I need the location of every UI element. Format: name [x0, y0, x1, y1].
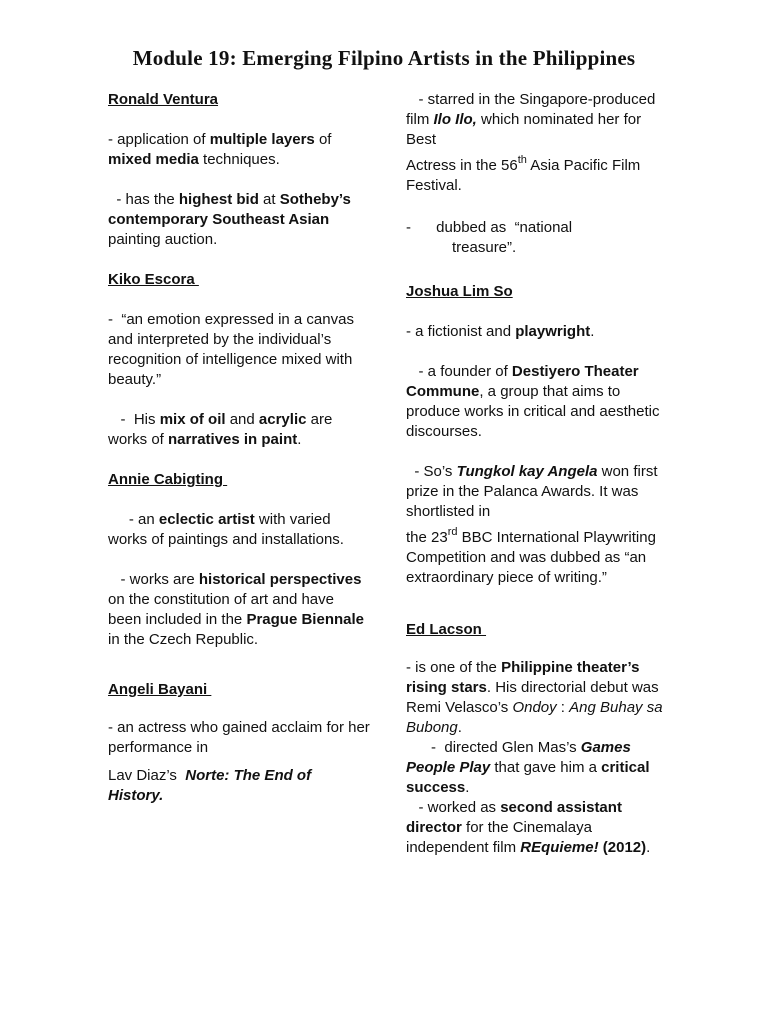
film-title: REquieme!: [520, 839, 599, 856]
text: .: [297, 431, 302, 448]
escora-paragraph-2: [108, 410, 370, 450]
superscript: th: [517, 154, 527, 166]
text: painting auction.: [108, 211, 334, 248]
text: - worked as: [406, 799, 501, 816]
film-title: Ondoy: [512, 699, 557, 716]
text: - application of: [108, 131, 210, 148]
text: won first prize in the Palanca Awards. It was shortlisted in: [406, 463, 662, 520]
text: BBC International Playwriting Competition and was dubbed as “an extraordinary piece of writing.”: [406, 529, 661, 586]
so-paragraph-3: [406, 462, 668, 588]
page-title: Module 19: Emerging Filpino Artists in the Philippines: [132, 46, 636, 70]
film-title: Norte: The End of History.: [108, 767, 316, 804]
artist-name-ventura: Ronald Ventura: [108, 91, 219, 108]
text: .: [457, 719, 462, 736]
artist-name-so: Joshua Lim So: [406, 283, 513, 300]
text: for the Cinemalaya independent film: [406, 819, 597, 856]
bold-text: acrylic: [258, 411, 307, 428]
bold-text: Sotheby’s contemporary Southeast Asian: [108, 191, 356, 228]
text: are works of: [108, 411, 337, 448]
text: - So’s: [406, 463, 457, 480]
bold-text: critical success: [406, 759, 654, 796]
text: which nominated her for Best: [406, 111, 646, 148]
text: in the Czech Republic.: [108, 611, 369, 648]
text: - His: [108, 411, 160, 428]
artist-name-lacson: Ed Lacson: [406, 621, 487, 638]
escora-paragraph-1: - “an emotion expressed in a canvas and interpreted by the individual’s recognition of intelligence mixed with beauty.”: [108, 311, 359, 388]
text: - is one of the: [406, 659, 502, 676]
text: treasure”.: [452, 239, 517, 256]
text: Asia Pacific Film Festival.: [406, 157, 645, 194]
text: and: [225, 411, 259, 428]
text: at: [258, 191, 280, 208]
cabigting-paragraph-2: [108, 570, 370, 650]
bold-text: Prague Biennale: [246, 611, 364, 628]
text: Lav Diaz’s: [108, 767, 186, 784]
text: - an: [108, 511, 159, 528]
superscript: rd: [447, 526, 458, 538]
bold-text: narratives in paint: [168, 431, 298, 448]
so-paragraph-2: [406, 362, 668, 442]
bold-text: mix of oil: [159, 411, 226, 428]
bold-text: mixed media: [108, 151, 199, 168]
text: . His directorial debut was Remi Velasco’s: [406, 679, 663, 716]
text: on the constitution of art and have been included in the: [108, 571, 366, 628]
bayani-continued-paragraph-1: [406, 90, 668, 196]
bold-text: second assistant director: [406, 799, 627, 836]
text: Actress in the 56: [406, 157, 518, 174]
ventura-paragraph-1: [108, 130, 370, 170]
play-title: Games People Play: [406, 739, 636, 776]
bayani-paragraph-1: - an actress who gained acclaim for her performance in: [108, 719, 374, 756]
film-title: Ang Buhay sa Bubong: [406, 699, 667, 736]
text: - a founder of: [406, 363, 512, 380]
text: - has the: [108, 191, 179, 208]
text: - a fictionist and: [406, 323, 516, 340]
dash-bullet: -: [406, 219, 411, 236]
text: , a group that aims to produce works in critical and aesthetic discourses.: [406, 383, 664, 440]
so-paragraph-1: [406, 322, 668, 342]
lacson-paragraph-1: [406, 658, 668, 738]
bold-text: eclectic artist: [158, 511, 255, 528]
bold-text: multiple layers: [209, 131, 315, 148]
text: .: [590, 323, 595, 340]
bold-text: playwright: [515, 323, 591, 340]
text: .: [646, 839, 651, 856]
artist-name-cabigting: Annie Cabigting: [108, 471, 228, 488]
bold-text: Destiyero Theater Commune: [406, 363, 643, 400]
play-title: Tungkol kay Angela: [456, 463, 598, 480]
text: that gave him a: [490, 759, 602, 776]
text: :: [556, 699, 570, 716]
text: techniques.: [198, 151, 280, 168]
text: with varied works of paintings and installations.: [108, 511, 344, 548]
text: the 23: [406, 529, 448, 546]
film-title: Ilo Ilo,: [433, 111, 477, 128]
right-column: [406, 90, 668, 858]
text: - works are: [108, 571, 199, 588]
ventura-paragraph-2: [108, 190, 370, 250]
bayani-continued-paragraph-2: [406, 218, 668, 258]
left-column: [108, 90, 374, 806]
text: of: [314, 131, 336, 148]
cabigting-paragraph-1: [108, 510, 370, 550]
lacson-paragraph-2: [406, 738, 668, 798]
artist-name-escora: Kiko Escora: [108, 271, 199, 288]
bold-text: Philippine theater’s rising stars: [406, 659, 644, 696]
bold-text: historical perspectives: [198, 571, 362, 588]
text: dubbed as “national: [432, 219, 573, 236]
lacson-paragraph-3: [406, 798, 668, 858]
text: - starred in the Singapore-produced film: [406, 91, 660, 128]
bold-text: highest bid: [178, 191, 259, 208]
text: .: [465, 779, 470, 796]
bold-text: (2012): [602, 839, 647, 856]
bayani-paragraph-2: [108, 766, 370, 806]
text: - directed Glen Mas’s: [406, 739, 581, 756]
artist-name-bayani: Angeli Bayani: [108, 681, 212, 698]
